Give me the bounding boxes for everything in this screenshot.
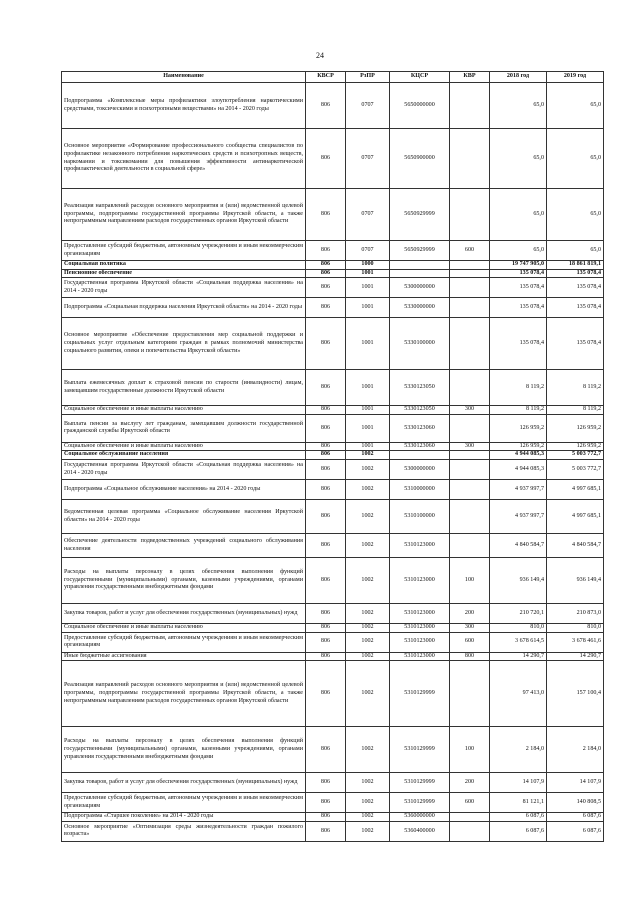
row-rzpr-cell: 1001 bbox=[346, 318, 390, 370]
row-kvr-cell bbox=[450, 129, 490, 189]
table-row bbox=[62, 269, 604, 278]
row-kvsr-cell: 806 bbox=[306, 480, 346, 500]
row-kvr-cell bbox=[450, 451, 490, 460]
table-row bbox=[62, 652, 604, 661]
row-2018-amount: 4 944 085,3 bbox=[490, 451, 547, 460]
row-kvsr-cell: 806 bbox=[306, 793, 346, 813]
row-kvr-cell bbox=[450, 534, 490, 558]
row-2019-amount: 126 959,2 bbox=[547, 414, 604, 442]
row-kvr-cell: 600 bbox=[450, 241, 490, 261]
row-rzpr-cell: 0707 bbox=[346, 129, 390, 189]
row-2018-amount: 3 678 614,5 bbox=[490, 632, 547, 652]
table-row bbox=[62, 460, 604, 480]
row-name-cell: Предоставление субсидий бюджетным, автономным учреждениям и иным некоммерческим организациям bbox=[62, 241, 306, 261]
row-name-cell: Реализация направлений расходов основного мероприятия и (или) ведомственной целевой программы, подпрограммы государственной программы Иркутской области, а также непрограммным направлениям расходов государственных органов Иркутской области bbox=[62, 189, 306, 241]
row-kcsr-cell bbox=[390, 269, 450, 278]
row-kvsr-cell: 806 bbox=[306, 298, 346, 318]
row-2019-amount: 6 087,6 bbox=[547, 821, 604, 841]
row-kcsr-cell: 5330000000 bbox=[390, 298, 450, 318]
row-2019-amount: 65,0 bbox=[547, 241, 604, 261]
row-2018-amount: 4 937 997,7 bbox=[490, 500, 547, 534]
row-name-cell: Предоставление субсидий бюджетным, автономным учреждениям и иным некоммерческим организациям bbox=[62, 632, 306, 652]
row-kvr-cell bbox=[450, 500, 490, 534]
row-2019-amount: 126 959,2 bbox=[547, 442, 604, 451]
row-2019-amount: 18 861 819,1 bbox=[547, 261, 604, 270]
row-kvsr-cell: 806 bbox=[306, 727, 346, 773]
row-kvsr-cell: 806 bbox=[306, 813, 346, 822]
table-row bbox=[62, 129, 604, 189]
row-kvr-cell bbox=[450, 661, 490, 727]
row-rzpr-cell: 1002 bbox=[346, 773, 390, 793]
row-kvr-cell: 300 bbox=[450, 624, 490, 633]
row-kcsr-cell bbox=[390, 451, 450, 460]
row-kvsr-cell: 806 bbox=[306, 604, 346, 624]
row-rzpr-cell: 1002 bbox=[346, 460, 390, 480]
row-2018-amount: 65,0 bbox=[490, 241, 547, 261]
row-kvsr-cell: 806 bbox=[306, 129, 346, 189]
row-kvr-cell bbox=[450, 414, 490, 442]
table-row bbox=[62, 773, 604, 793]
row-kcsr-cell: 5650929999 bbox=[390, 241, 450, 261]
row-2019-amount: 6 087,6 bbox=[547, 813, 604, 822]
row-rzpr-cell: 1001 bbox=[346, 414, 390, 442]
row-kvsr-cell: 806 bbox=[306, 278, 346, 298]
row-kvsr-cell: 806 bbox=[306, 318, 346, 370]
row-2019-amount: 4 997 685,1 bbox=[547, 480, 604, 500]
row-2019-amount: 14 107,9 bbox=[547, 773, 604, 793]
row-kvr-cell bbox=[450, 278, 490, 298]
row-2018-amount: 210 720,1 bbox=[490, 604, 547, 624]
row-2019-amount: 4 840 584,7 bbox=[547, 534, 604, 558]
column-header-kvr: КВР bbox=[450, 72, 490, 83]
table-row bbox=[62, 632, 604, 652]
row-kcsr-cell: 5330123050 bbox=[390, 406, 450, 415]
row-2019-amount: 5 003 772,7 bbox=[547, 460, 604, 480]
row-kcsr-cell: 5330100000 bbox=[390, 318, 450, 370]
table-row bbox=[62, 480, 604, 500]
row-kcsr-cell: 5310123000 bbox=[390, 534, 450, 558]
row-rzpr-cell: 1002 bbox=[346, 793, 390, 813]
row-2019-amount: 65,0 bbox=[547, 189, 604, 241]
row-kcsr-cell: 5310129999 bbox=[390, 727, 450, 773]
row-kcsr-cell: 5310000000 bbox=[390, 480, 450, 500]
table-row bbox=[62, 278, 604, 298]
row-kcsr-cell: 5310123000 bbox=[390, 624, 450, 633]
table-row bbox=[62, 624, 604, 633]
table-body bbox=[62, 83, 604, 842]
table-row bbox=[62, 83, 604, 129]
row-kvr-cell: 100 bbox=[450, 727, 490, 773]
row-name-cell: Пенсионное обеспечение bbox=[62, 269, 306, 278]
row-rzpr-cell: 1002 bbox=[346, 500, 390, 534]
row-2018-amount: 65,0 bbox=[490, 83, 547, 129]
row-name-cell: Социальное обслуживание населения bbox=[62, 451, 306, 460]
row-2019-amount: 8 119,2 bbox=[547, 406, 604, 415]
row-2019-amount: 65,0 bbox=[547, 83, 604, 129]
budget-table bbox=[61, 71, 604, 842]
row-2018-amount: 2 184,0 bbox=[490, 727, 547, 773]
row-2018-amount: 8 119,2 bbox=[490, 370, 547, 406]
table-row bbox=[62, 406, 604, 415]
row-name-cell: Расходы на выплаты персоналу в целях обеспечения выполнения функций государственными (муниципальными) органами, казенными учреждениями, органами управления государственными внебюджетными фондами bbox=[62, 558, 306, 604]
row-kcsr-cell: 5310123000 bbox=[390, 652, 450, 661]
row-2019-amount: 14 290,7 bbox=[547, 652, 604, 661]
row-2019-amount: 4 997 685,1 bbox=[547, 500, 604, 534]
table-row bbox=[62, 661, 604, 727]
row-kvr-cell bbox=[450, 261, 490, 270]
row-2018-amount: 126 959,2 bbox=[490, 414, 547, 442]
row-2019-amount: 5 003 772,7 bbox=[547, 451, 604, 460]
row-kvsr-cell: 806 bbox=[306, 632, 346, 652]
row-2018-amount: 4 937 997,7 bbox=[490, 480, 547, 500]
row-2019-amount: 810,0 bbox=[547, 624, 604, 633]
column-header-kvsr: КВСР bbox=[306, 72, 346, 83]
column-header-name: Наименование bbox=[62, 72, 306, 83]
row-kvsr-cell: 806 bbox=[306, 652, 346, 661]
row-2018-amount: 810,0 bbox=[490, 624, 547, 633]
row-kvr-cell: 300 bbox=[450, 406, 490, 415]
row-kvsr-cell: 806 bbox=[306, 821, 346, 841]
row-rzpr-cell: 1002 bbox=[346, 558, 390, 604]
row-2019-amount: 140 808,5 bbox=[547, 793, 604, 813]
row-2019-amount: 135 078,4 bbox=[547, 278, 604, 298]
row-name-cell: Социальное обеспечение и иные выплаты населению bbox=[62, 406, 306, 415]
row-rzpr-cell: 1002 bbox=[346, 727, 390, 773]
row-kvr-cell: 300 bbox=[450, 442, 490, 451]
row-2019-amount: 135 078,4 bbox=[547, 269, 604, 278]
row-kvsr-cell: 806 bbox=[306, 83, 346, 129]
row-rzpr-cell: 1001 bbox=[346, 278, 390, 298]
row-rzpr-cell: 0707 bbox=[346, 83, 390, 129]
row-kvr-cell: 800 bbox=[450, 652, 490, 661]
row-kvsr-cell: 806 bbox=[306, 442, 346, 451]
row-rzpr-cell: 1002 bbox=[346, 624, 390, 633]
row-rzpr-cell: 1002 bbox=[346, 451, 390, 460]
row-2018-amount: 8 119,2 bbox=[490, 406, 547, 415]
table-row bbox=[62, 500, 604, 534]
row-kcsr-cell: 5300000000 bbox=[390, 460, 450, 480]
table-header-row bbox=[62, 72, 604, 83]
row-2018-amount: 126 959,2 bbox=[490, 442, 547, 451]
column-header-2019: 2019 год bbox=[547, 72, 604, 83]
row-kvsr-cell: 806 bbox=[306, 773, 346, 793]
row-kcsr-cell: 5650929999 bbox=[390, 189, 450, 241]
row-kcsr-cell: 5360400000 bbox=[390, 821, 450, 841]
row-kcsr-cell: 5310100000 bbox=[390, 500, 450, 534]
row-2018-amount: 4 840 584,7 bbox=[490, 534, 547, 558]
row-2018-amount: 65,0 bbox=[490, 189, 547, 241]
row-rzpr-cell: 1002 bbox=[346, 821, 390, 841]
row-kvr-cell bbox=[450, 83, 490, 129]
table-row bbox=[62, 189, 604, 241]
row-kcsr-cell: 5650900000 bbox=[390, 129, 450, 189]
row-kvsr-cell: 806 bbox=[306, 661, 346, 727]
row-2018-amount: 135 078,4 bbox=[490, 318, 547, 370]
row-rzpr-cell: 1001 bbox=[346, 298, 390, 318]
row-name-cell: Основное мероприятие «Формирование профессионального сообщества специалистов по профилактике незаконного потребления наркотических средств и психотропных веществ, наркомании и токсикомании для повышения эффективности антинаркотической профилактической деятельности в социальной сфере» bbox=[62, 129, 306, 189]
row-kvsr-cell: 806 bbox=[306, 460, 346, 480]
row-name-cell: Выплата ежемесячных доплат к страховой пенсии по старости (инвалидности) лицам, замещавшим государственные должности Иркутской области bbox=[62, 370, 306, 406]
row-kvr-cell bbox=[450, 821, 490, 841]
row-kcsr-cell: 5650000000 bbox=[390, 83, 450, 129]
row-name-cell: Основное мероприятие «Обеспечение предоставления мер социальной поддержки и социальных услуг отдельным категориям граждан в рамках полномочий министерства социального развития, опеки и попечительства Иркутской области» bbox=[62, 318, 306, 370]
table-row bbox=[62, 558, 604, 604]
row-2019-amount: 3 678 461,6 bbox=[547, 632, 604, 652]
row-name-cell: Подпрограмма «Старшее поколение» на 2014 - 2020 годы bbox=[62, 813, 306, 822]
row-kcsr-cell bbox=[390, 261, 450, 270]
row-2018-amount: 936 149,4 bbox=[490, 558, 547, 604]
row-name-cell: Социальное обеспечение и иные выплаты населению bbox=[62, 442, 306, 451]
column-header-2018: 2018 год bbox=[490, 72, 547, 83]
row-2018-amount: 6 087,6 bbox=[490, 813, 547, 822]
row-rzpr-cell: 1002 bbox=[346, 480, 390, 500]
row-rzpr-cell: 1001 bbox=[346, 442, 390, 451]
row-name-cell: Выплата пенсии за выслугу лет гражданам, замещавшим должности государственной гражданской службы Иркутской области bbox=[62, 414, 306, 442]
row-2019-amount: 8 119,2 bbox=[547, 370, 604, 406]
row-kcsr-cell: 5310129999 bbox=[390, 661, 450, 727]
row-kvsr-cell: 806 bbox=[306, 241, 346, 261]
row-2019-amount: 936 149,4 bbox=[547, 558, 604, 604]
table-row bbox=[62, 821, 604, 841]
table-row bbox=[62, 414, 604, 442]
row-2018-amount: 135 078,4 bbox=[490, 298, 547, 318]
row-kcsr-cell: 5310123000 bbox=[390, 632, 450, 652]
row-kvr-cell bbox=[450, 269, 490, 278]
row-2018-amount: 14 107,9 bbox=[490, 773, 547, 793]
row-2018-amount: 97 413,0 bbox=[490, 661, 547, 727]
row-2018-amount: 65,0 bbox=[490, 129, 547, 189]
row-kvr-cell bbox=[450, 298, 490, 318]
table-row bbox=[62, 727, 604, 773]
table-row bbox=[62, 793, 604, 813]
table-row bbox=[62, 813, 604, 822]
table-row bbox=[62, 370, 604, 406]
row-2019-amount: 135 078,4 bbox=[547, 298, 604, 318]
row-name-cell: Государственная программа Иркутской области «Социальная поддержка населения» на 2014 - 2020 годы bbox=[62, 460, 306, 480]
row-kcsr-cell: 5360000000 bbox=[390, 813, 450, 822]
row-name-cell: Предоставление субсидий бюджетным, автономным учреждениям и иным некоммерческим организациям bbox=[62, 793, 306, 813]
row-rzpr-cell: 1002 bbox=[346, 661, 390, 727]
row-name-cell: Обеспечение деятельности подведомственных учреждений социального обслуживания населения bbox=[62, 534, 306, 558]
row-kvr-cell bbox=[450, 189, 490, 241]
row-name-cell: Ведомственная целевая программа «Социальное обслуживание населения Иркутской области» на 2014 - 2020 годы bbox=[62, 500, 306, 534]
table-row bbox=[62, 442, 604, 451]
row-kvsr-cell: 806 bbox=[306, 406, 346, 415]
row-2018-amount: 4 944 085,3 bbox=[490, 460, 547, 480]
row-kcsr-cell: 5310129999 bbox=[390, 793, 450, 813]
row-name-cell: Основное мероприятие «Оптимизация среды жизнедеятельности граждан пожилого возраста» bbox=[62, 821, 306, 841]
table-row bbox=[62, 604, 604, 624]
table-row bbox=[62, 261, 604, 270]
row-kcsr-cell: 5310123000 bbox=[390, 604, 450, 624]
row-kvsr-cell: 806 bbox=[306, 189, 346, 241]
row-kvsr-cell: 806 bbox=[306, 451, 346, 460]
row-2018-amount: 135 078,4 bbox=[490, 269, 547, 278]
row-name-cell: Закупка товаров, работ и услуг для обеспечения государственных (муниципальных) нужд bbox=[62, 604, 306, 624]
page-number: 24 bbox=[316, 51, 324, 60]
row-kvr-cell: 600 bbox=[450, 632, 490, 652]
row-2018-amount: 6 087,6 bbox=[490, 821, 547, 841]
table-row bbox=[62, 534, 604, 558]
row-name-cell: Иные бюджетные ассигнования bbox=[62, 652, 306, 661]
row-kcsr-cell: 5330123050 bbox=[390, 370, 450, 406]
row-kvsr-cell: 806 bbox=[306, 624, 346, 633]
row-2019-amount: 65,0 bbox=[547, 129, 604, 189]
row-kvsr-cell: 806 bbox=[306, 500, 346, 534]
row-rzpr-cell: 1001 bbox=[346, 269, 390, 278]
row-rzpr-cell: 1001 bbox=[346, 406, 390, 415]
row-2019-amount: 135 078,4 bbox=[547, 318, 604, 370]
row-kvsr-cell: 806 bbox=[306, 370, 346, 406]
row-kvsr-cell: 806 bbox=[306, 261, 346, 270]
row-name-cell: Подпрограмма «Комплексные меры профилактики злоупотребления наркотическими средствами, токсическими и психотропными веществами» на 2014 - 2020 годы bbox=[62, 83, 306, 129]
row-kvsr-cell: 806 bbox=[306, 269, 346, 278]
table-row bbox=[62, 318, 604, 370]
row-rzpr-cell: 0707 bbox=[346, 189, 390, 241]
row-rzpr-cell: 1001 bbox=[346, 370, 390, 406]
row-kvsr-cell: 806 bbox=[306, 534, 346, 558]
row-kvr-cell bbox=[450, 460, 490, 480]
row-name-cell: Реализация направлений расходов основного мероприятия и (или) ведомственной целевой программы, подпрограммы государственной программы Иркутской области, а также непрограммным направлениям расходов государственных органов Иркутской области bbox=[62, 661, 306, 727]
table-row bbox=[62, 451, 604, 460]
row-2018-amount: 19 747 905,0 bbox=[490, 261, 547, 270]
column-header-rzpr: РзПР bbox=[346, 72, 390, 83]
row-kvr-cell: 200 bbox=[450, 773, 490, 793]
row-rzpr-cell: 1002 bbox=[346, 632, 390, 652]
row-kcsr-cell: 5330123060 bbox=[390, 414, 450, 442]
row-2019-amount: 210 873,0 bbox=[547, 604, 604, 624]
row-kvr-cell bbox=[450, 318, 490, 370]
row-name-cell: Закупка товаров, работ и услуг для обеспечения государственных (муниципальных) нужд bbox=[62, 773, 306, 793]
row-2018-amount: 135 078,4 bbox=[490, 278, 547, 298]
row-kvsr-cell: 806 bbox=[306, 414, 346, 442]
table-row bbox=[62, 241, 604, 261]
column-header-kcsr: КЦСР bbox=[390, 72, 450, 83]
row-rzpr-cell: 1002 bbox=[346, 534, 390, 558]
row-name-cell: Социальное обеспечение и иные выплаты населению bbox=[62, 624, 306, 633]
row-kvr-cell bbox=[450, 813, 490, 822]
row-2019-amount: 2 184,0 bbox=[547, 727, 604, 773]
row-rzpr-cell: 1002 bbox=[346, 652, 390, 661]
row-2019-amount: 157 100,4 bbox=[547, 661, 604, 727]
row-rzpr-cell: 1002 bbox=[346, 604, 390, 624]
row-name-cell: Расходы на выплаты персоналу в целях обеспечения выполнения функций государственными (муниципальными) органами, казенными учреждениями, органами управления государственными внебюджетными фондами bbox=[62, 727, 306, 773]
row-name-cell: Социальная политика bbox=[62, 261, 306, 270]
row-rzpr-cell: 0707 bbox=[346, 241, 390, 261]
row-kvr-cell: 600 bbox=[450, 793, 490, 813]
row-2018-amount: 81 121,1 bbox=[490, 793, 547, 813]
row-rzpr-cell: 1000 bbox=[346, 261, 390, 270]
row-kvr-cell bbox=[450, 370, 490, 406]
row-kcsr-cell: 5330123060 bbox=[390, 442, 450, 451]
row-name-cell: Подпрограмма «Социальная поддержка населения Иркутской области» на 2014 - 2020 годы bbox=[62, 298, 306, 318]
row-kvr-cell: 200 bbox=[450, 604, 490, 624]
row-kvr-cell bbox=[450, 480, 490, 500]
row-name-cell: Подпрограмма «Социальное обслуживание населения» на 2014 - 2020 годы bbox=[62, 480, 306, 500]
row-kvr-cell: 100 bbox=[450, 558, 490, 604]
row-name-cell: Государственная программа Иркутской области «Социальная поддержка населения» на 2014 - 2020 годы bbox=[62, 278, 306, 298]
row-kcsr-cell: 5300000000 bbox=[390, 278, 450, 298]
table-row bbox=[62, 298, 604, 318]
row-kvsr-cell: 806 bbox=[306, 558, 346, 604]
row-kcsr-cell: 5310123000 bbox=[390, 558, 450, 604]
row-rzpr-cell: 1002 bbox=[346, 813, 390, 822]
row-2018-amount: 14 290,7 bbox=[490, 652, 547, 661]
row-kcsr-cell: 5310129999 bbox=[390, 773, 450, 793]
